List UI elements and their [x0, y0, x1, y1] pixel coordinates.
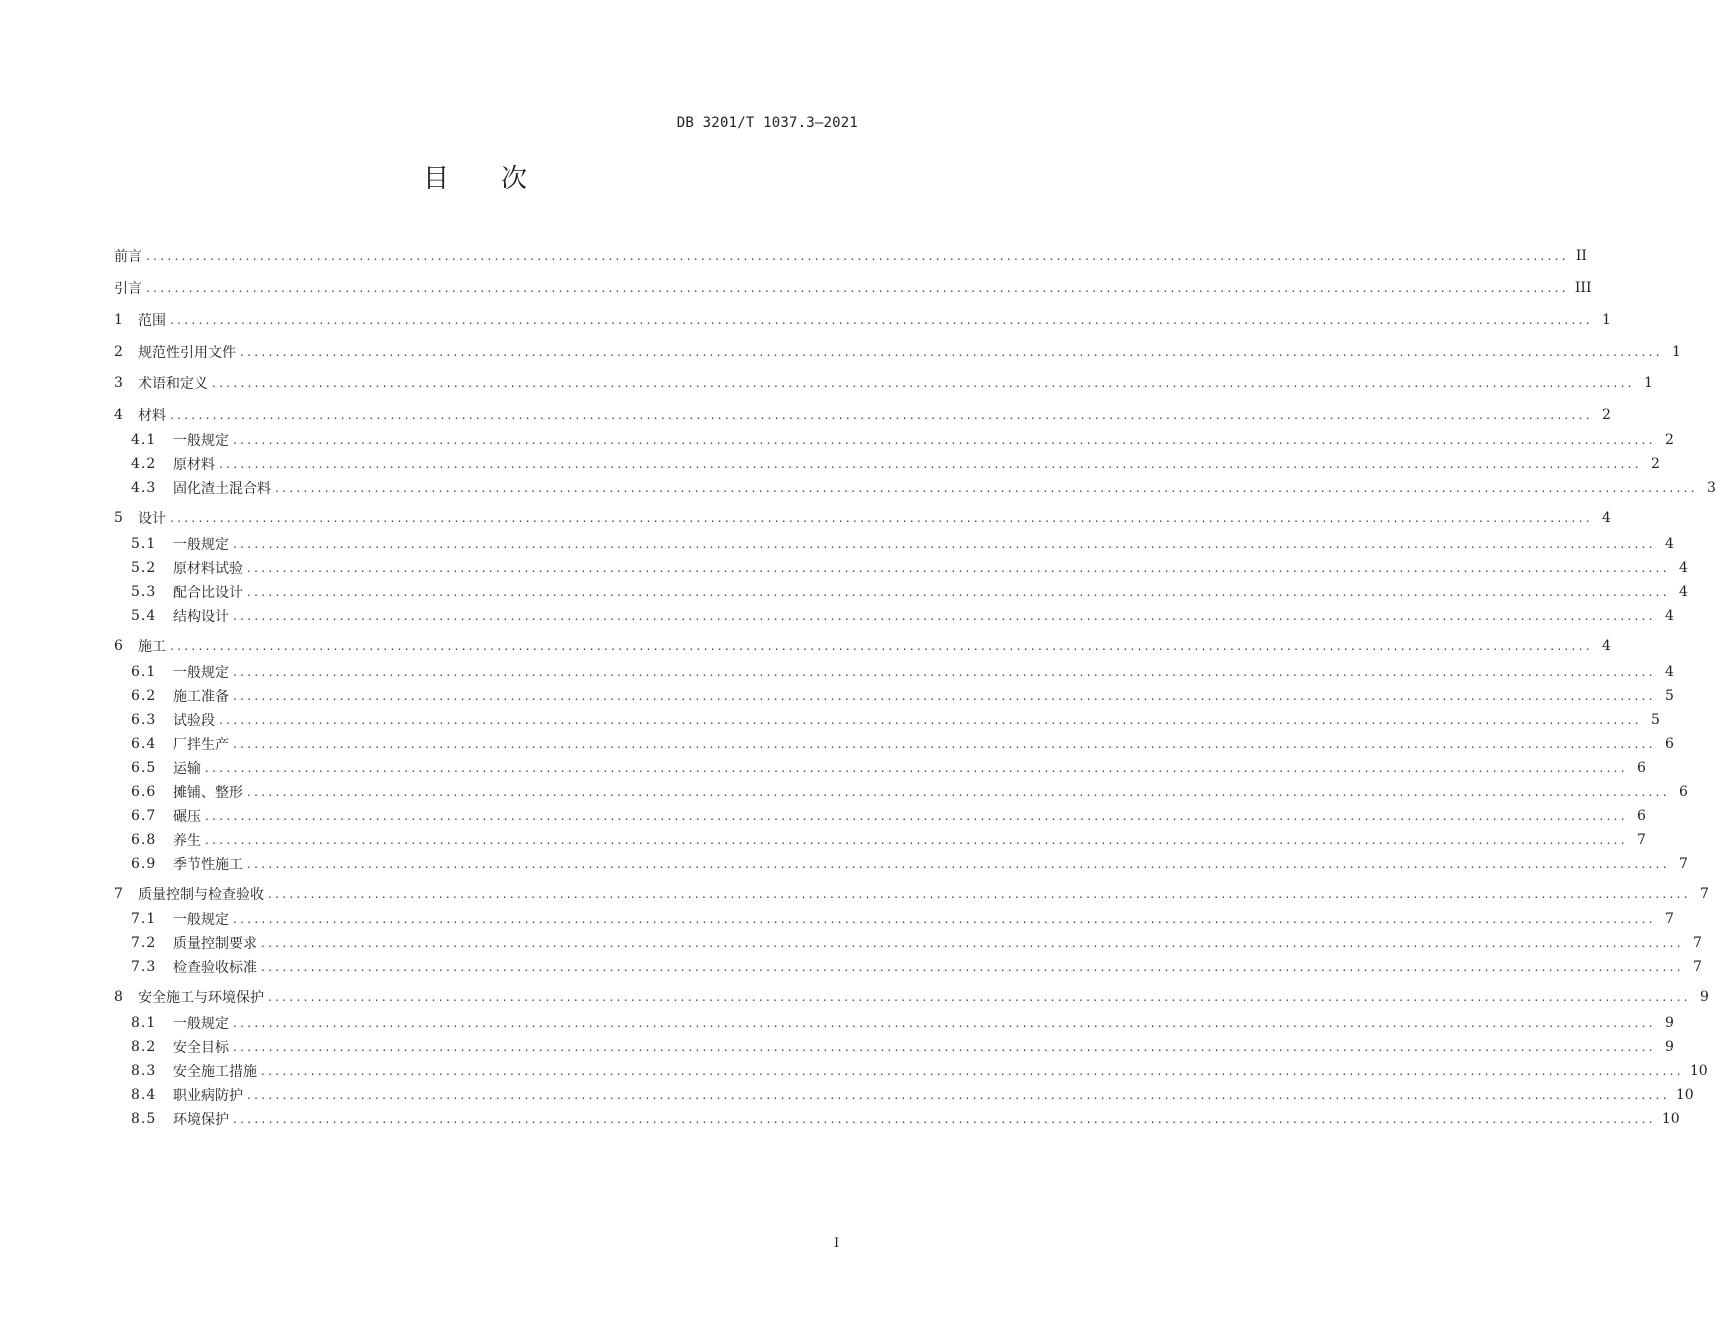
toc-entry-number: 4.1 [131, 432, 157, 448]
toc-entry-number: 8.2 [131, 1039, 157, 1055]
toc-entry[interactable] [114, 532, 1674, 556]
toc-entry-page: 7 [1636, 832, 1646, 848]
dot-leader: ........................................................................................................................................................................................................ [247, 561, 1670, 575]
toc-entry-number: 6.3 [131, 712, 157, 728]
dot-leader: ........................................................................................................................................................................................................ [261, 960, 1684, 974]
toc-entry-page: 7 [1664, 911, 1674, 927]
toc-entry-number: 6.2 [131, 688, 157, 704]
toc-entry-page: 4 [1664, 608, 1674, 624]
dot-leader: ........................................................................................................................................................................................................ [146, 281, 1569, 295]
toc-entry-label: 材料 [138, 408, 166, 424]
toc-entry-page: 2 [1601, 407, 1611, 423]
toc-entry[interactable] [114, 660, 1674, 684]
dot-leader: ........................................................................................................................................................................................................ [205, 761, 1628, 775]
toc-entry-label: 试验段 [173, 713, 215, 729]
toc-entry-page: 7 [1692, 935, 1702, 951]
toc-entry-number: 4.2 [131, 456, 157, 472]
toc-entry[interactable] [114, 907, 1674, 931]
toc-entry[interactable] [114, 1011, 1674, 1035]
toc-entry-page: 10 [1689, 1063, 1708, 1079]
page-number: I [834, 1236, 840, 1251]
toc-entry[interactable] [114, 780, 1688, 804]
toc-entry-number: 6.9 [131, 856, 157, 872]
dot-leader: ........................................................................................................................................................................................................ [233, 1040, 1656, 1054]
toc-entry-label: 配合比设计 [173, 585, 243, 601]
toc-entry[interactable] [114, 1035, 1674, 1059]
toc-entry-page: 7 [1692, 959, 1702, 975]
toc-entry-label: 设计 [138, 511, 166, 527]
dot-leader: ........................................................................................................................................................................................................ [205, 833, 1628, 847]
toc-entry-number: 8.1 [131, 1015, 157, 1031]
toc-entry-label: 季节性施工 [173, 857, 243, 873]
page-title: 目次 [422, 164, 579, 194]
toc-entry-label: 引言 [114, 281, 142, 297]
toc-entry-label: 施工准备 [173, 689, 229, 705]
toc-entry-page: 5 [1664, 688, 1674, 704]
dot-leader: ........................................................................................................................................................................................................ [247, 1088, 1670, 1102]
toc-entry-page: 5 [1650, 712, 1660, 728]
toc-entry-label: 摊铺、整形 [173, 785, 243, 801]
toc-entry-number: 7.1 [131, 911, 157, 927]
toc-entry[interactable] [114, 634, 1611, 658]
toc-entry-label: 质量控制与检查验收 [138, 887, 264, 903]
toc-entry[interactable] [114, 506, 1611, 530]
toc-entry-page: 4 [1664, 664, 1674, 680]
dot-leader: ........................................................................................................................................................................................................ [268, 887, 1691, 901]
toc-entry-number: 6.7 [131, 808, 157, 824]
dot-leader: ........................................................................................................................................................................................................ [170, 408, 1593, 422]
dot-leader: ........................................................................................................................................................................................................ [170, 639, 1593, 653]
toc-entry-label: 范围 [138, 313, 166, 329]
dot-leader: ........................................................................................................................................................................................................ [233, 912, 1656, 926]
toc-entry-label: 质量控制要求 [173, 936, 257, 952]
toc-entry-label: 一般规定 [173, 1016, 229, 1032]
toc-entry[interactable] [114, 804, 1646, 828]
toc-entry-number: 8.5 [131, 1111, 157, 1127]
toc-entry[interactable] [114, 1059, 1708, 1083]
dot-leader: ........................................................................................................................................................................................................ [212, 376, 1635, 390]
toc-entry-label: 施工 [138, 639, 166, 655]
toc-entry-number: 6.8 [131, 832, 157, 848]
toc-entry[interactable] [114, 371, 1653, 395]
dot-leader: ........................................................................................................................................................................................................ [268, 990, 1691, 1004]
toc-entry-label: 术语和定义 [138, 376, 208, 392]
toc-entry-page: 2 [1664, 432, 1674, 448]
toc-entry[interactable] [114, 684, 1674, 708]
toc-entry-page: III [1574, 280, 1592, 296]
toc-entry-label: 原材料 [173, 457, 215, 473]
toc-entry-number: 5.2 [131, 560, 157, 576]
toc-entry-page: 7 [1699, 886, 1709, 902]
toc-entry-label: 结构设计 [173, 609, 229, 625]
toc-entry-page: 4 [1601, 638, 1611, 654]
dot-leader: ........................................................................................................................................................................................................ [219, 713, 1642, 727]
toc-entry-number: 6.6 [131, 784, 157, 800]
toc-entry-page: 6 [1664, 736, 1674, 752]
toc-entry-number: 2 [114, 344, 123, 360]
toc-entry-label: 一般规定 [173, 912, 229, 928]
dot-leader: ........................................................................................................................................................................................................ [233, 737, 1656, 751]
toc-entry-label: 安全施工措施 [173, 1064, 257, 1080]
toc-entry-page: II [1575, 248, 1587, 264]
toc-entry-label: 规范性引用文件 [138, 345, 236, 361]
toc-entry-number: 4 [114, 407, 123, 423]
toc-entry[interactable] [114, 985, 1709, 1009]
toc-entry[interactable] [114, 1083, 1694, 1107]
toc-entry-page: 9 [1664, 1039, 1674, 1055]
dot-leader: ........................................................................................................................................................................................................ [233, 537, 1656, 551]
toc-entry-page: 6 [1636, 808, 1646, 824]
toc-entry[interactable] [114, 580, 1688, 604]
toc-entry-label: 厂拌生产 [173, 737, 229, 753]
toc-entry-page: 1 [1643, 375, 1653, 391]
toc-entry[interactable] [114, 308, 1611, 332]
toc-entry-label: 安全目标 [173, 1040, 229, 1056]
toc-entry[interactable] [114, 955, 1702, 979]
toc-entry-number: 5.4 [131, 608, 157, 624]
dot-leader: ........................................................................................................................................................................................................ [146, 249, 1569, 263]
toc-entry-label: 固化渣土混合料 [173, 481, 271, 497]
toc-entry-label: 运输 [173, 761, 201, 777]
toc-entry-number: 4.3 [131, 480, 157, 496]
dot-leader: ........................................................................................................................................................................................................ [247, 857, 1670, 871]
toc-entry[interactable] [114, 604, 1674, 628]
toc-entry[interactable] [114, 828, 1646, 852]
toc-entry[interactable] [114, 403, 1611, 427]
toc-entry-label: 职业病防护 [173, 1088, 243, 1104]
dot-leader: ........................................................................................................................................................................................................ [233, 433, 1656, 447]
toc-entry[interactable] [114, 276, 1592, 300]
toc-entry-page: 4 [1678, 560, 1688, 576]
toc-entry[interactable] [114, 340, 1681, 364]
toc-entry-label: 一般规定 [173, 537, 229, 553]
toc-entry-label: 养生 [173, 833, 201, 849]
toc-entry[interactable] [114, 476, 1716, 500]
toc-entry-page: 6 [1678, 784, 1688, 800]
dot-leader: ........................................................................................................................................................................................................ [170, 511, 1593, 525]
dot-leader: ........................................................................................................................................................................................................ [205, 809, 1628, 823]
toc-entry-number: 5.3 [131, 584, 157, 600]
toc-entry-label: 原材料试验 [173, 561, 243, 577]
toc-entry-number: 7.2 [131, 935, 157, 951]
toc-entry-label: 环境保护 [173, 1112, 229, 1128]
toc-entry-label: 碾压 [173, 809, 201, 825]
dot-leader: ........................................................................................................................................................................................................ [247, 785, 1670, 799]
dot-leader: ........................................................................................................................................................................................................ [275, 481, 1698, 495]
toc-entry[interactable] [114, 882, 1709, 906]
toc-entry-page: 1 [1671, 344, 1681, 360]
toc-entry-label: 检查验收标准 [173, 960, 257, 976]
document-code: DB 3201/T 1037.3—2021 [676, 115, 858, 131]
toc-entry-page: 4 [1601, 510, 1611, 526]
toc-entry-page: 1 [1601, 312, 1611, 328]
toc-entry-label: 一般规定 [173, 665, 229, 681]
toc-entry[interactable] [114, 452, 1660, 476]
toc-entry[interactable] [114, 708, 1660, 732]
toc-entry-page: 9 [1699, 989, 1709, 1005]
toc-entry-number: 8.3 [131, 1063, 157, 1079]
toc-entry[interactable] [114, 732, 1674, 756]
toc-entry-page: 10 [1675, 1087, 1694, 1103]
toc-entry-number: 7.3 [131, 959, 157, 975]
toc-entry-page: 6 [1636, 760, 1646, 776]
dot-leader: ........................................................................................................................................................................................................ [233, 689, 1656, 703]
toc-entry-page: 7 [1678, 856, 1688, 872]
toc-entry[interactable] [114, 1107, 1680, 1131]
toc-entry-page: 4 [1664, 536, 1674, 552]
dot-leader: ........................................................................................................................................................................................................ [261, 1064, 1684, 1078]
toc-entry-number: 3 [114, 375, 123, 391]
toc-entry-number: 1 [114, 312, 123, 328]
dot-leader: ........................................................................................................................................................................................................ [233, 665, 1656, 679]
toc-entry-number: 6.4 [131, 736, 157, 752]
toc-entry-number: 8 [114, 989, 123, 1005]
dot-leader: ........................................................................................................................................................................................................ [247, 585, 1670, 599]
toc-entry[interactable] [114, 756, 1646, 780]
toc-entry[interactable] [114, 556, 1688, 580]
dot-leader: ........................................................................................................................................................................................................ [170, 313, 1593, 327]
dot-leader: ........................................................................................................................................................................................................ [240, 345, 1663, 359]
toc-entry[interactable] [114, 852, 1688, 876]
toc-entry[interactable] [114, 244, 1587, 268]
toc-entry-number: 6 [114, 638, 123, 654]
toc-entry-label: 安全施工与环境保护 [138, 990, 264, 1006]
toc-entry-number: 8.4 [131, 1087, 157, 1103]
toc-entry[interactable] [114, 931, 1702, 955]
dot-leader: ........................................................................................................................................................................................................ [233, 1016, 1656, 1030]
dot-leader: ........................................................................................................................................................................................................ [219, 457, 1642, 471]
dot-leader: ........................................................................................................................................................................................................ [261, 936, 1684, 950]
dot-leader: ........................................................................................................................................................................................................ [233, 609, 1656, 623]
toc-entry-number: 6.5 [131, 760, 157, 776]
toc-entry-page: 9 [1664, 1015, 1674, 1031]
toc-entry[interactable] [114, 428, 1674, 452]
toc-entry-number: 7 [114, 886, 123, 902]
toc-entry-page: 4 [1678, 584, 1688, 600]
toc-entry-label: 前言 [114, 249, 142, 265]
toc-entry-page: 10 [1661, 1111, 1680, 1127]
toc-entry-page: 3 [1706, 480, 1716, 496]
toc-entry-page: 2 [1650, 456, 1660, 472]
toc-entry-label: 一般规定 [173, 433, 229, 449]
toc-entry-number: 5.1 [131, 536, 157, 552]
toc-entry-number: 6.1 [131, 664, 157, 680]
toc-entry-number: 5 [114, 510, 123, 526]
dot-leader: ........................................................................................................................................................................................................ [233, 1112, 1656, 1126]
